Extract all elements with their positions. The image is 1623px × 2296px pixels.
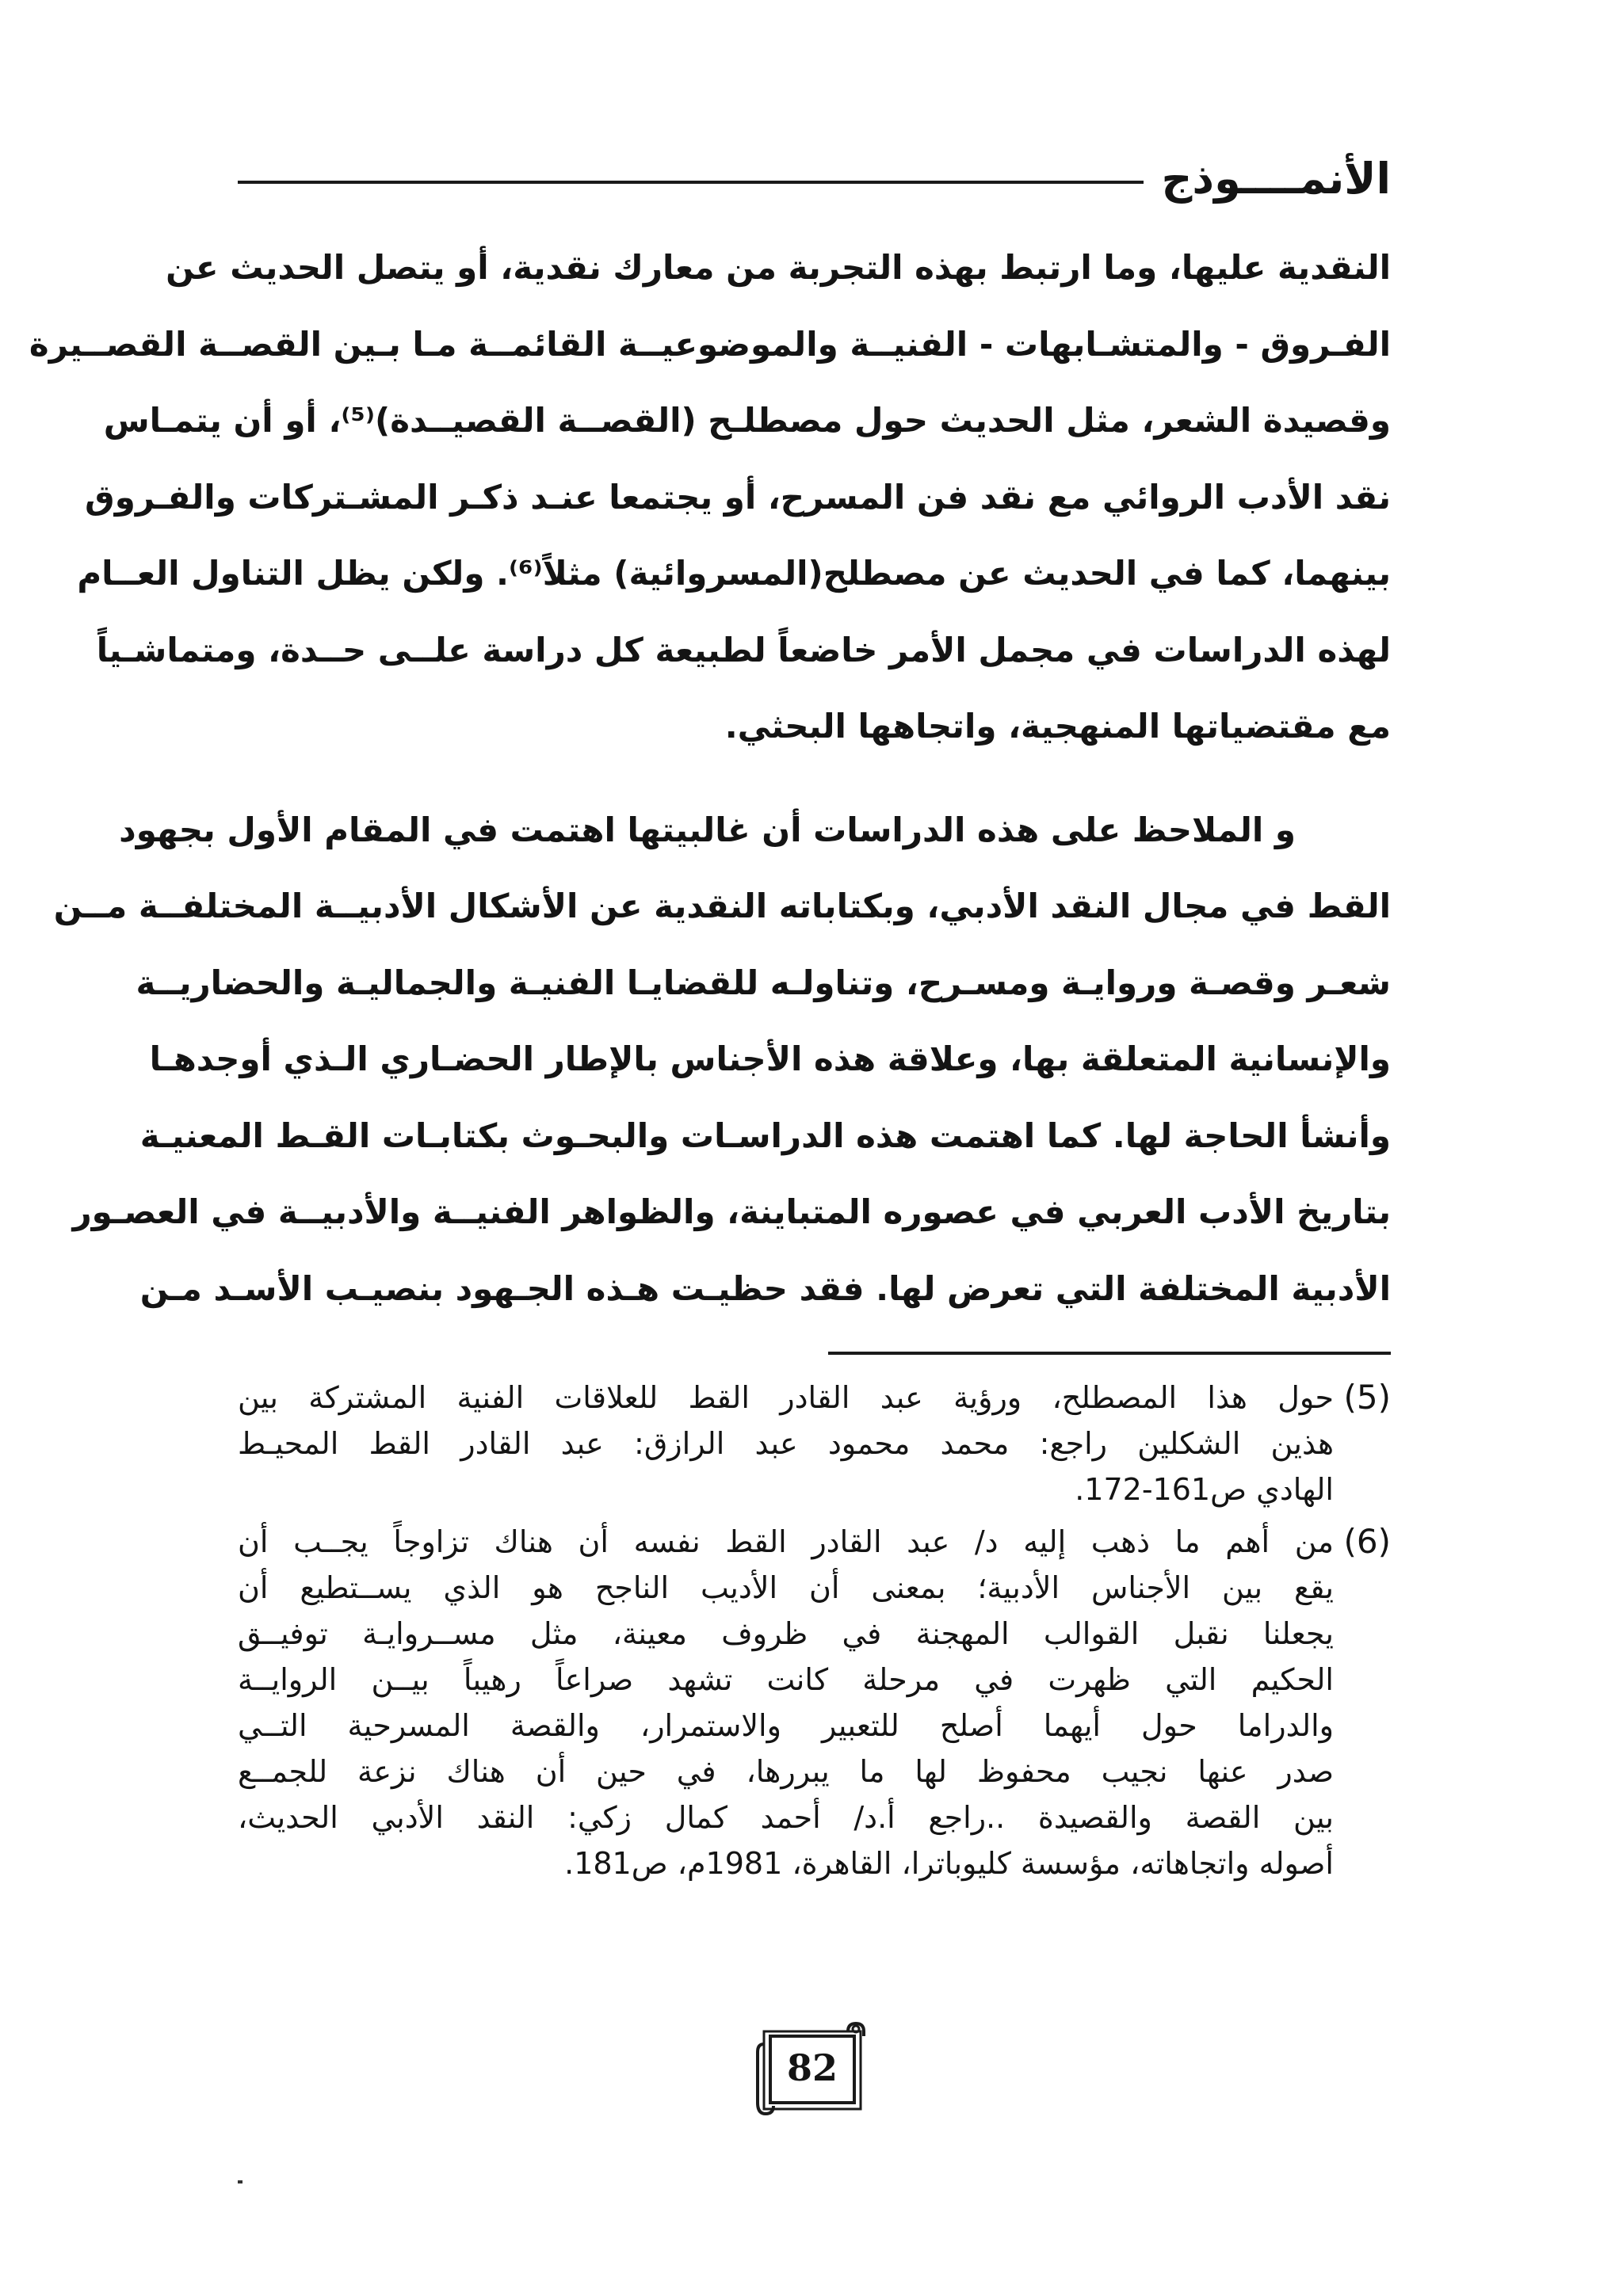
footnote-6 — [238, 1519, 1391, 1886]
footnote-line: بين القصة والقصيدة ..راجع أ.د/ أحمد كمال زكي: النقد الأدبي الحديث، — [238, 1800, 1334, 1835]
body-line: والإنسانية المتعلقة بها، وعلاقة هذه الأجناس بالإطار الحضـاري الـذي أوجدهـا — [149, 1039, 1391, 1078]
body-line: الفـروق - والمتشـابهات - الفنيــة والموضوعيــة القائمــة مـا بـين القصــة القصــيرة — [29, 324, 1391, 364]
footnote-separator — [828, 1352, 1391, 1355]
footnote-5 — [238, 1375, 1391, 1512]
body-line: وقصيدة الشعر، مثل الحديث حول مصطلـح (القصــة القصيــدة)⁽⁵⁾، أو أن يتمـاس — [103, 401, 1391, 440]
footnote-line: يقع بين الأجناس الأدبية؛ بمعنى أن الأديب الناجح هو الذي يســتطيع أن — [238, 1570, 1334, 1605]
paragraph-gap — [238, 765, 1391, 792]
body-line: مع مقتضياتها المنهجية، واتجاهها البحثي. — [724, 707, 1391, 746]
footnote-line: أصوله واتجاهاته، مؤسسة كليوباترا، القاهرة، 1981م، ص181. — [564, 1846, 1334, 1881]
page-number: 82 — [786, 2046, 838, 2089]
scan-speck — [238, 2180, 242, 2183]
body-line: و الملاحظ على هذه الدراسات أن غالبيتها اهتمت في المقام الأول بجهود — [119, 810, 1296, 849]
body-line: وأنشأ الحاجة لها. كما اهتمت هذه الدراسـات والبحـوث بكتابـات القـط المعنيـة — [139, 1116, 1391, 1155]
footnote-line: الهادي ص161-172. — [1075, 1472, 1334, 1507]
footnote-number: (6) — [1343, 1522, 1391, 1561]
page-number-badge — [753, 2020, 872, 2119]
header-title: الأنمــــوذج — [1161, 153, 1391, 204]
footnote-line: الحكيم التي ظهرت في مرحلة كانت تشهد صراعاً رهيباً بيــن الروايــة — [238, 1662, 1334, 1697]
running-header — [238, 143, 1391, 214]
footnote-number: (5) — [1343, 1378, 1391, 1417]
footnotes — [238, 1375, 1391, 1886]
header-rule — [238, 181, 1144, 184]
footnote-line: يجعلنا نقبل القوالب المهجنة في ظروف معينة، مثل مســروايـة توفيــق — [238, 1616, 1334, 1651]
footnote-line: حول هذا المصطلح، ورؤية عبد القادر القط للعلاقات الفنية المشتركة بين — [238, 1380, 1334, 1415]
body-text — [29, 230, 1391, 1327]
body-line: شعـر وقصـة وروايـة ومسـرح، وتناولـه للقضايـا الفنيـة والجماليـة والحضاريــة — [136, 963, 1391, 1002]
body-line: بينهما، كما في الحديث عن مصطلح(المسروائية) مثلاً⁽⁶⁾. ولكن يظل التناول العــام — [77, 554, 1391, 593]
body-line: لهذه الدراسات في مجمل الأمر خاضعاً لطبيعة كل دراسة علــى حــدة، ومتماشـياً — [96, 630, 1391, 669]
footnote-line: من أهم ما ذهب إليه د/ عبد القادر القط نفسه أن هناك تزاوجاً يجــب أن — [238, 1524, 1334, 1559]
body-line: النقدية عليها، وما ارتبط بهذه التجربة من معارك نقدية، أو يتصل الحديث عن — [166, 248, 1391, 287]
footnote-line: صدر عنها نجيب محفوظ لها ما يبررها، في حين أن هناك نزعة للجمــع — [238, 1754, 1334, 1789]
body-line: القط في مجال النقد الأدبي، وبكتاباته النقدية عن الأشكال الأدبيــة المختلفــة مــن — [53, 887, 1391, 925]
body-line: بتاريخ الأدب العربي في عصوره المتباينة، والظواهر الفنيــة والأدبيــة في العصـور — [72, 1192, 1391, 1231]
body-line: نقد الأدب الروائي مع نقد فن المسرح، أو يجتمعا عنـد ذكـر المشـتركات والفـروق — [85, 477, 1391, 517]
footnote-line: هذين الشكلين راجع: محمد محمود عبد الرازق: عبد القادر القط المحيـط — [238, 1426, 1334, 1461]
body-line: الأدبية المختلفة التي تعرض لها. فقد حظيـت هـذه الجـهود بنصيـب الأسـد مـن — [139, 1268, 1391, 1308]
footnote-line: والدراما حول أيهما أصلح للتعبير والاستمرار، والقصة المسرحية التــي — [238, 1708, 1334, 1743]
